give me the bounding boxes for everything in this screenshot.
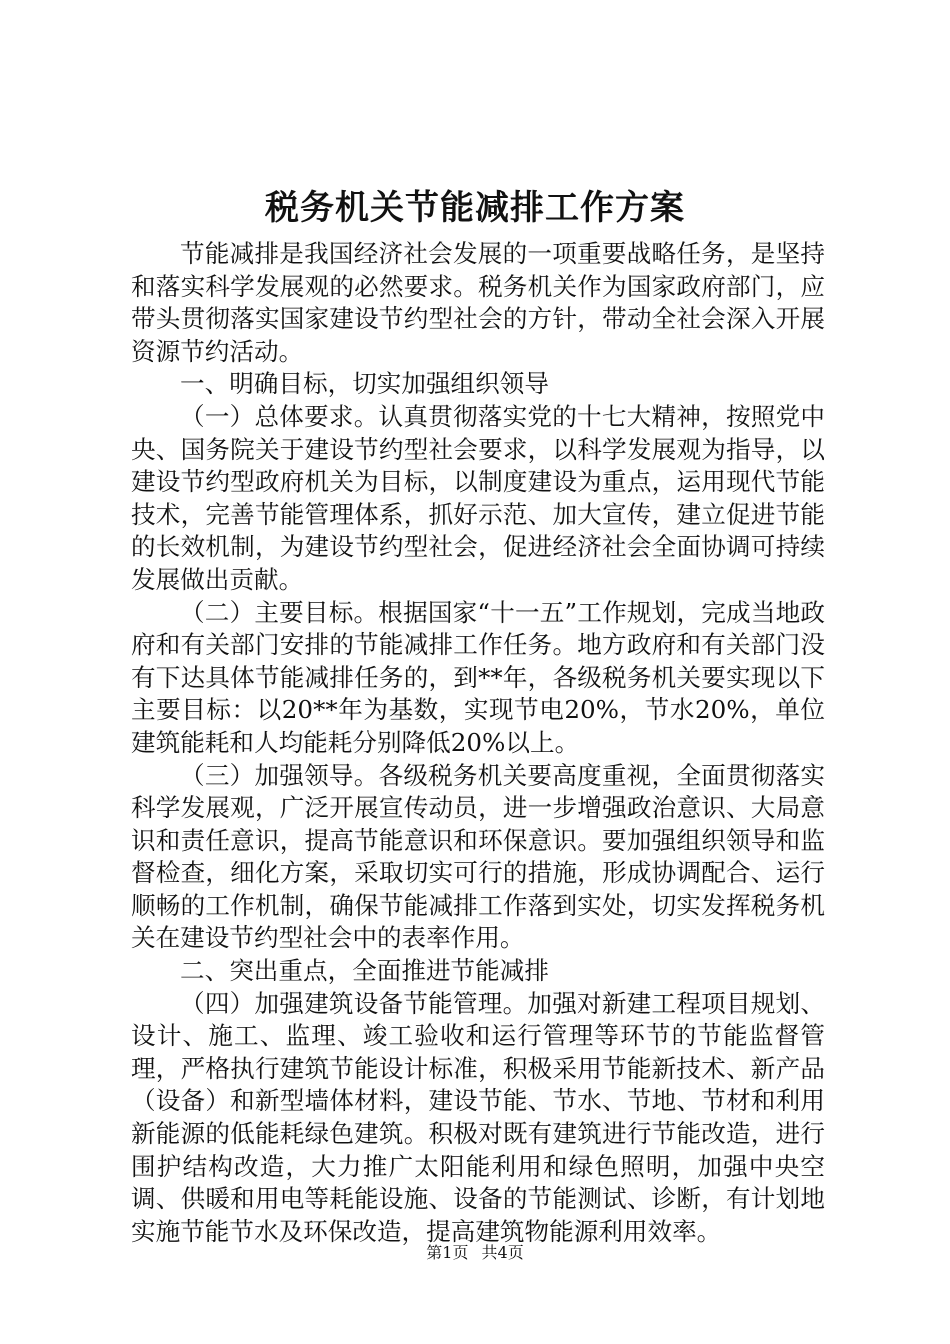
paragraph-main-goals: （二）主要目标。根据国家“十一五”工作规划，完成当地政府和有关部门安排的节能减排工作任务。地方政府和有关部门没有下达具体节能减排任务的，到**年，各级税务机关要实现以下主要目标：以20**年为基数，实现节电20%，节水20%，单位建筑能耗和人均能耗分别降低20%以上。 (131, 597, 825, 757)
paragraph-leadership: （三）加强领导。各级税务机关要高度重视，全面贯彻落实科学发展观，广泛开展宣传动员，进一步增强政治意识、大局意识和责任意识，提高节能意识和环保意识。要加强组织领导和监督检查，细化方案，采取切实可行的措施，形成协调配合、运行顺畅的工作机制，确保节能减排工作落到实处，切实发挥税务机关在建设节约型社会中的表率作用。 (131, 760, 825, 953)
section-heading-2: 二、突出重点，全面推进节能减排 (180, 956, 549, 986)
intro-paragraph: 节能减排是我国经济社会发展的一项重要战略任务，是坚持和落实科学发展观的必然要求。税务机关作为国家政府部门，应带头贯彻落实国家建设节约型社会的方针，带动全社会深入开展资源节约活动。 (131, 239, 825, 366)
section-heading-1: 一、明确目标，切实加强组织领导 (180, 369, 549, 399)
page-number: 第1页 (426, 1243, 469, 1262)
document-body (131, 238, 825, 1248)
page-footer (0, 1242, 950, 1264)
paragraph-general-requirements: （一）总体要求。认真贯彻落实党的十七大精神，按照党中央、国务院关于建设节约型社会要求，以科学发展观为指导，以建设节约型政府机关为目标，以制度建设为重点，运用现代节能技术，完善节能管理体系，抓好示范、加大宣传，建立促进节能的长效机制，为建设节约型社会，促进经济社会全面协调可持续发展做出贡献。 (131, 401, 825, 594)
page-total: 共4页 (481, 1243, 524, 1262)
document-title: 税务机关节能减排工作方案 (265, 188, 685, 228)
paragraph-building-energy: （四）加强建筑设备节能管理。加强对新建工程项目规划、设计、施工、监理、竣工验收和运行管理等环节的节能监督管理，严格执行建筑节能设计标准，积极采用节能新技术、新产品（设备）和新型墙体材料，建设节能、节水、节地、节材和利用新能源的低能耗绿色建筑。积极对既有建筑进行节能改造，进行围护结构改造，大力推广太阳能利用和绿色照明，加强中央空调、供暖和用电等耗能设施、设备的节能测试、诊断，有计划地实施节能节水及环保改造，提高建筑物能源利用效率。 (131, 988, 825, 1246)
